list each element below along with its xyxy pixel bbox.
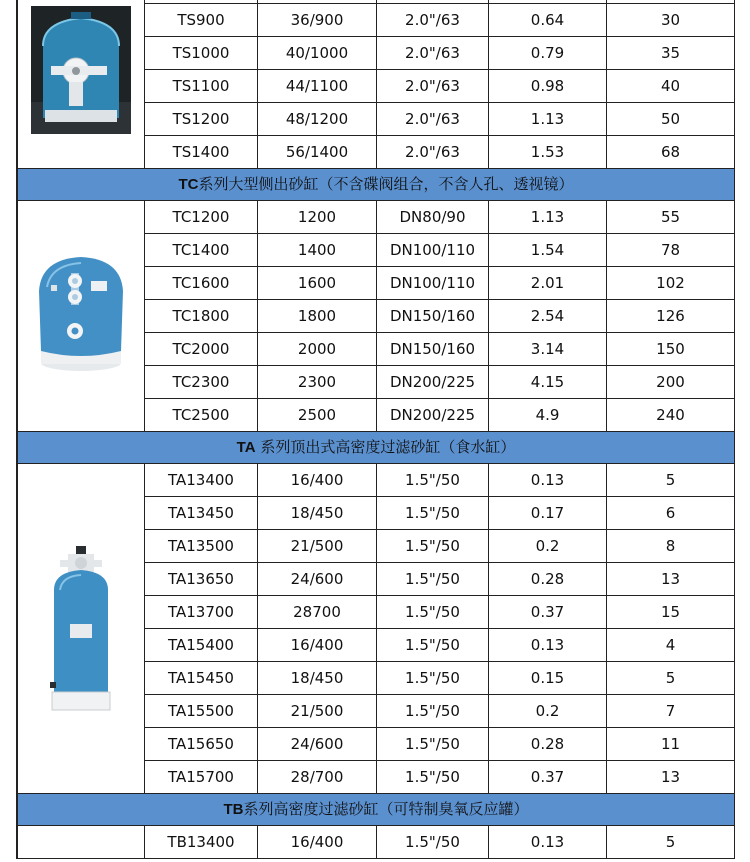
model-cell: TC2300 xyxy=(145,366,258,399)
section-header-tb xyxy=(18,794,735,826)
flow-cell: 7 xyxy=(607,695,735,728)
size-cell: 1800 xyxy=(258,300,377,333)
flow-cell: 5 xyxy=(607,464,735,497)
flow-cell: 68 xyxy=(607,136,735,169)
size-cell: 2500 xyxy=(258,399,377,432)
connection-cell: 1.5"/50 xyxy=(377,662,489,695)
size-cell: 16/400 xyxy=(258,629,377,662)
section-header-tc xyxy=(18,169,735,201)
model-cell: TA13400 xyxy=(145,464,258,497)
flow-cell: 78 xyxy=(607,234,735,267)
area-cell: 0.64 xyxy=(489,4,607,37)
area-cell: 1.54 xyxy=(489,234,607,267)
flow-cell: 30 xyxy=(607,4,735,37)
connection-cell: 2.0"/63 xyxy=(377,37,489,70)
size-cell: 1400 xyxy=(258,234,377,267)
flow-cell: 50 xyxy=(607,103,735,136)
connection-cell: DN100/110 xyxy=(377,267,489,300)
size-cell: 2300 xyxy=(258,366,377,399)
section-title xyxy=(18,169,735,201)
area-cell: 0.37 xyxy=(489,761,607,794)
model-cell: TS1400 xyxy=(145,136,258,169)
model-cell: TA15500 xyxy=(145,695,258,728)
connection-cell: DN80/90 xyxy=(377,201,489,234)
side-mount-tank-image xyxy=(31,251,131,381)
flow-cell: 55 xyxy=(607,201,735,234)
model-cell: TA13650 xyxy=(145,563,258,596)
connection-cell: 1.5"/50 xyxy=(377,563,489,596)
connection-cell: 2.0"/63 xyxy=(377,136,489,169)
flow-cell: 15 xyxy=(607,596,735,629)
area-cell: 0.13 xyxy=(489,464,607,497)
area-cell: 2.54 xyxy=(489,300,607,333)
section-code: TC xyxy=(178,176,199,193)
area-cell: 0.28 xyxy=(489,563,607,596)
model-cell: TA15400 xyxy=(145,629,258,662)
model-cell: TC1400 xyxy=(145,234,258,267)
size-cell: 36/900 xyxy=(258,4,377,37)
size-cell: 2000 xyxy=(258,333,377,366)
model-cell: TA13700 xyxy=(145,596,258,629)
size-cell: 1600 xyxy=(258,267,377,300)
flow-cell: 8 xyxy=(607,530,735,563)
area-cell: 0.17 xyxy=(489,497,607,530)
connection-cell: DN200/225 xyxy=(377,399,489,432)
flow-cell: 4 xyxy=(607,629,735,662)
flow-cell: 11 xyxy=(607,728,735,761)
connection-cell: 1.5"/50 xyxy=(377,728,489,761)
flow-cell: 200 xyxy=(607,366,735,399)
area-cell: 0.28 xyxy=(489,728,607,761)
connection-cell: 1.5"/50 xyxy=(377,826,489,859)
top-mount-tank-image xyxy=(46,544,116,714)
model-cell: TA15700 xyxy=(145,761,258,794)
model-cell: TB13400 xyxy=(145,826,258,859)
section-title xyxy=(18,794,735,826)
section-header-ta xyxy=(18,432,735,464)
connection-cell: DN150/160 xyxy=(377,300,489,333)
size-cell: 16/400 xyxy=(258,464,377,497)
size-cell: 40/1000 xyxy=(258,37,377,70)
table-row xyxy=(18,201,735,234)
flow-cell: 126 xyxy=(607,300,735,333)
area-cell: 0.15 xyxy=(489,662,607,695)
flow-cell: 35 xyxy=(607,37,735,70)
size-cell: 48/1200 xyxy=(258,103,377,136)
section-description: 系列顶出式高密度过滤砂缸（食水缸） xyxy=(255,438,516,456)
size-cell: 44/1100 xyxy=(258,70,377,103)
model-cell: TA15450 xyxy=(145,662,258,695)
connection-cell: 1.5"/50 xyxy=(377,530,489,563)
model-cell: TS900 xyxy=(145,4,258,37)
flow-cell: 6 xyxy=(607,497,735,530)
area-cell: 2.01 xyxy=(489,267,607,300)
model-cell: TA13500 xyxy=(145,530,258,563)
ta-product-photo xyxy=(18,464,145,794)
model-cell: TC1600 xyxy=(145,267,258,300)
size-cell: 24/600 xyxy=(258,728,377,761)
area-cell: 0.79 xyxy=(489,37,607,70)
flow-cell: 40 xyxy=(607,70,735,103)
model-cell: TC2500 xyxy=(145,399,258,432)
area-cell: 0.98 xyxy=(489,70,607,103)
flow-cell: 150 xyxy=(607,333,735,366)
area-cell: 0.13 xyxy=(489,826,607,859)
size-cell: 24/600 xyxy=(258,563,377,596)
flow-cell: 13 xyxy=(607,761,735,794)
connection-cell: 2.0"/63 xyxy=(377,103,489,136)
size-cell: 18/450 xyxy=(258,662,377,695)
model-cell: TA15650 xyxy=(145,728,258,761)
size-cell: 28700 xyxy=(258,596,377,629)
flow-cell: 240 xyxy=(607,399,735,432)
connection-cell: DN150/160 xyxy=(377,333,489,366)
area-cell: 1.13 xyxy=(489,103,607,136)
flow-cell: 102 xyxy=(607,267,735,300)
area-cell: 3.14 xyxy=(489,333,607,366)
connection-cell: DN200/225 xyxy=(377,366,489,399)
model-cell: TS1200 xyxy=(145,103,258,136)
spec-table xyxy=(16,0,735,859)
sand-filter-tank-image xyxy=(31,6,131,134)
section-description: 系列高密度过滤砂缸（可特制臭氧反应罐） xyxy=(243,800,529,818)
flow-cell: 5 xyxy=(607,662,735,695)
connection-cell: 1.5"/50 xyxy=(377,695,489,728)
connection-cell: 1.5"/50 xyxy=(377,497,489,530)
table-row xyxy=(18,826,735,859)
model-cell: TC1800 xyxy=(145,300,258,333)
connection-cell: 1.5"/50 xyxy=(377,464,489,497)
size-cell: 21/500 xyxy=(258,530,377,563)
model-cell: TA13450 xyxy=(145,497,258,530)
model-cell: TC2000 xyxy=(145,333,258,366)
tb-product-photo xyxy=(18,826,145,859)
size-cell: 28/700 xyxy=(258,761,377,794)
connection-cell: 1.5"/50 xyxy=(377,596,489,629)
section-code: TA xyxy=(236,439,256,456)
size-cell: 18/450 xyxy=(258,497,377,530)
connection-cell: 2.0"/63 xyxy=(377,4,489,37)
connection-cell: 1.5"/50 xyxy=(377,629,489,662)
model-cell: TS1100 xyxy=(145,70,258,103)
area-cell: 0.13 xyxy=(489,629,607,662)
area-cell: 0.2 xyxy=(489,695,607,728)
connection-cell: 2.0"/63 xyxy=(377,70,489,103)
size-cell: 56/1400 xyxy=(258,136,377,169)
area-cell: 4.15 xyxy=(489,366,607,399)
section-title xyxy=(18,432,735,464)
tc-product-photo xyxy=(18,201,145,432)
size-cell: 16/400 xyxy=(258,826,377,859)
connection-cell: DN100/110 xyxy=(377,234,489,267)
area-cell: 0.2 xyxy=(489,530,607,563)
model-cell: TS1000 xyxy=(145,37,258,70)
area-cell: 1.13 xyxy=(489,201,607,234)
size-cell: 1200 xyxy=(258,201,377,234)
connection-cell: 1.5"/50 xyxy=(377,761,489,794)
area-cell: 4.9 xyxy=(489,399,607,432)
area-cell: 1.53 xyxy=(489,136,607,169)
size-cell: 21/500 xyxy=(258,695,377,728)
flow-cell: 5 xyxy=(607,826,735,859)
table-row xyxy=(18,464,735,497)
section-description: 系列大型侧出砂缸（不含碟阀组合，不含人孔、透视镜） xyxy=(198,175,574,193)
flow-cell: 13 xyxy=(607,563,735,596)
section-code: TB xyxy=(223,801,244,818)
ts-product-photo xyxy=(18,0,145,169)
area-cell: 0.37 xyxy=(489,596,607,629)
model-cell: TC1200 xyxy=(145,201,258,234)
